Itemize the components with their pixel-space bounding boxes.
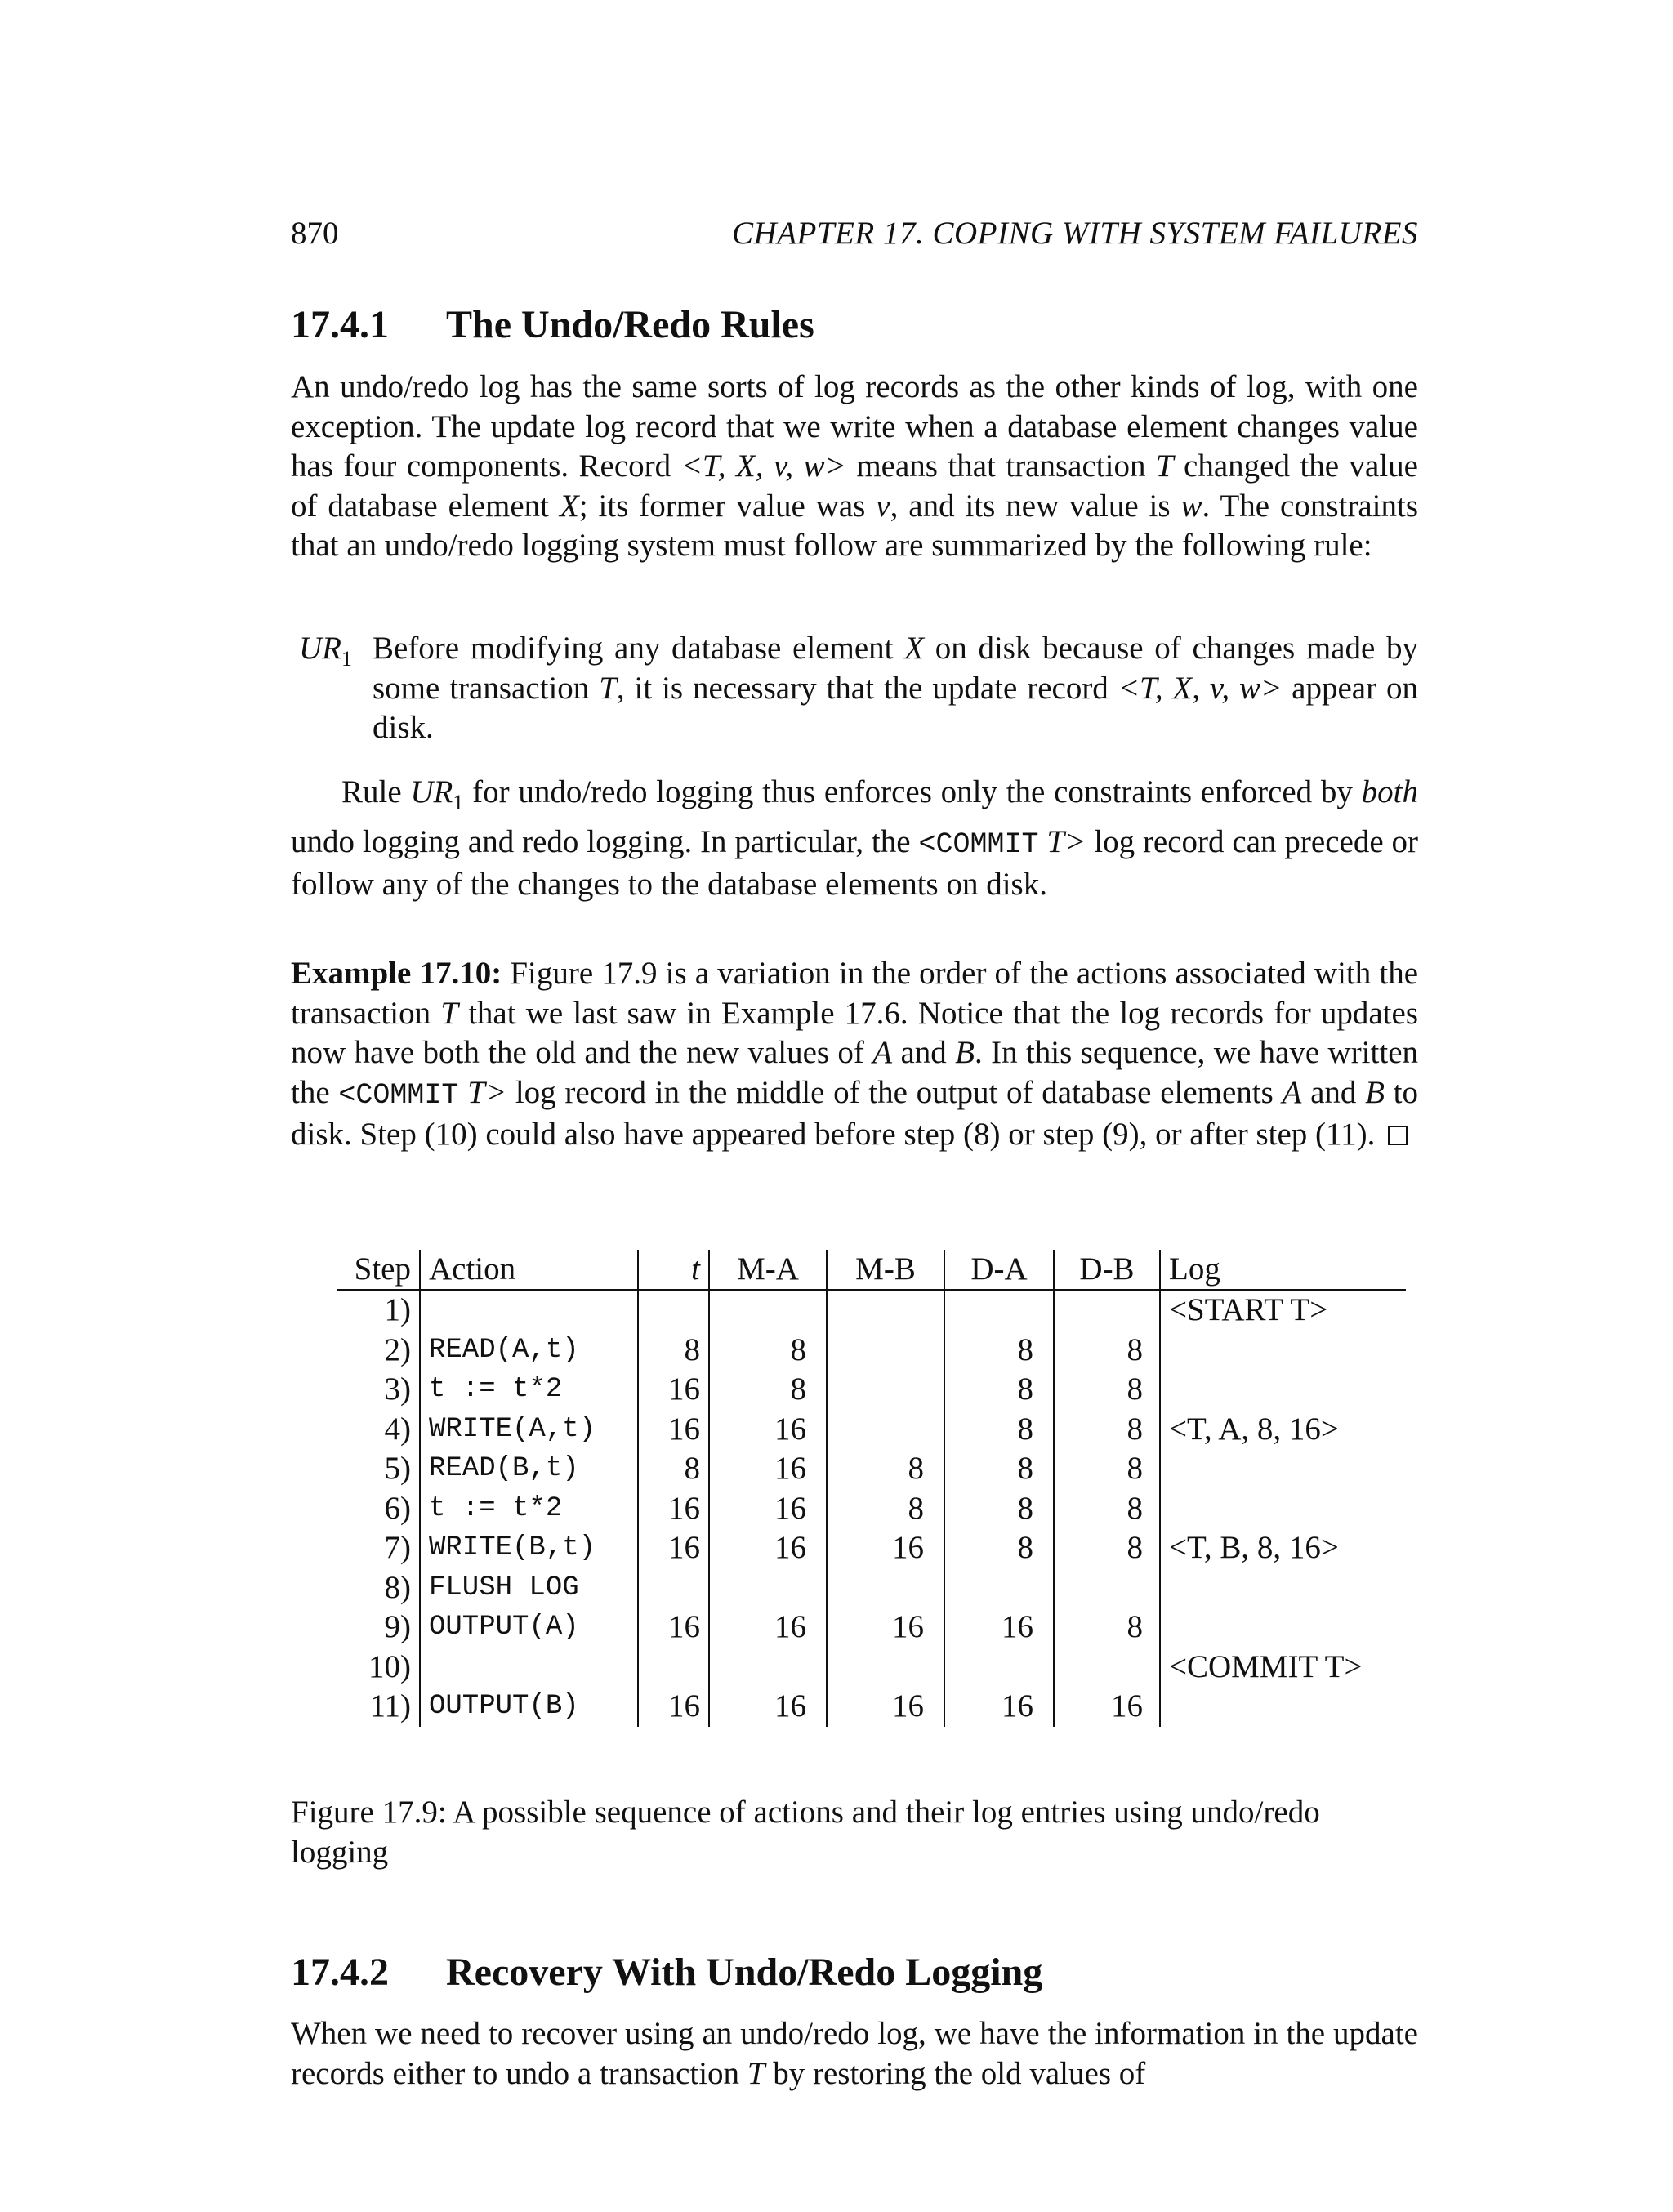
text-run: by restoring the old values of — [765, 2055, 1146, 2091]
log-cell — [1160, 1449, 1406, 1489]
math-var: X — [559, 488, 579, 524]
step-cell: 7) — [337, 1528, 420, 1568]
table-row — [337, 1528, 1406, 1568]
column-header: Action — [420, 1250, 638, 1290]
text-run: that we last saw in Example 17.6. Notice that the log records for updates now have both the old and the new values of — [291, 995, 1418, 1070]
math-var: v — [876, 488, 890, 524]
example-paragraph — [291, 954, 1418, 1155]
disk-b-cell — [1054, 1290, 1160, 1331]
section-heading-17-4-1 — [291, 301, 814, 350]
figure-17-9-table — [337, 1250, 1406, 1727]
step-cell: 11) — [337, 1687, 420, 1727]
math-var: w — [1180, 488, 1202, 524]
section-number: 17.4.2 — [291, 1951, 389, 1994]
step-cell: 3) — [337, 1370, 420, 1410]
text-run: log record can precede or follow any of the changes to the database elements on disk. — [291, 824, 1418, 902]
rule-body — [373, 629, 1418, 748]
rule-paragraph — [291, 773, 1418, 904]
action-cell: WRITE(A,t) — [420, 1410, 638, 1450]
memory-a-cell: 16 — [709, 1608, 827, 1648]
log-cell — [1160, 1489, 1406, 1529]
memory-a-cell — [709, 1290, 827, 1331]
math-var: A — [872, 1035, 893, 1070]
step-cell: 6) — [337, 1489, 420, 1529]
disk-b-cell — [1054, 1648, 1160, 1688]
text-run: log record in the middle of the output of database elements — [506, 1074, 1283, 1110]
t-cell: 16 — [638, 1528, 709, 1568]
log-cell — [1160, 1370, 1406, 1410]
log-cell: <T, A, 8, 16> — [1169, 1411, 1339, 1447]
text-run: An undo/redo log has the same sorts of log records as the other kinds of log, with one exception. The update log record that we write when a database element changes value has four components. Record — [291, 369, 1418, 484]
table-row — [337, 1410, 1406, 1450]
memory-b-cell: 16 — [827, 1528, 944, 1568]
action-cell: READ(A,t) — [420, 1331, 638, 1371]
t-cell — [638, 1648, 709, 1688]
action-cell: OUTPUT(A) — [420, 1608, 638, 1648]
memory-b-cell — [827, 1370, 944, 1410]
action-cell — [420, 1648, 638, 1688]
t-cell: 16 — [638, 1687, 709, 1727]
disk-a-cell — [944, 1568, 1054, 1608]
disk-b-cell: 8 — [1054, 1489, 1160, 1529]
t-cell: 16 — [638, 1410, 709, 1450]
memory-b-cell: 16 — [827, 1608, 944, 1648]
action-cell: OUTPUT(B) — [420, 1687, 638, 1727]
disk-b-cell: 16 — [1054, 1687, 1160, 1727]
section-title: The Undo/Redo Rules — [446, 303, 814, 346]
text-run: to disk. Step (10) could also have appeared before step (8) or step (9), or after step (11). — [291, 1074, 1418, 1152]
disk-a-cell: 8 — [944, 1410, 1054, 1450]
text-run: . The constraints that an undo/redo logging system must follow are summarized by the following rule: — [291, 488, 1419, 563]
log-cell — [1160, 1331, 1406, 1371]
memory-a-cell: 16 — [709, 1528, 827, 1568]
t-cell: 8 — [638, 1331, 709, 1371]
t-cell — [638, 1290, 709, 1331]
text-run: . In this sequence, we have written the — [291, 1035, 1418, 1110]
log-cell — [1160, 1568, 1406, 1608]
column-header: D-B — [1054, 1250, 1160, 1290]
qed-box-icon — [1388, 1126, 1408, 1145]
log-cell: <COMMIT T> — [1169, 1648, 1363, 1684]
disk-b-cell: 8 — [1054, 1449, 1160, 1489]
memory-b-cell: 8 — [827, 1449, 944, 1489]
record-notation: <T, X, v, w> — [680, 448, 846, 484]
log-cell: <T, B, 8, 16> — [1169, 1530, 1339, 1566]
memory-b-cell — [827, 1410, 944, 1450]
step-cell: 1) — [337, 1290, 420, 1331]
disk-a-cell: 16 — [944, 1608, 1054, 1648]
action-cell: WRITE(B,t) — [420, 1528, 638, 1568]
table-row — [337, 1648, 1406, 1688]
table-row — [337, 1370, 1406, 1410]
column-header: M-B — [827, 1250, 944, 1290]
step-cell: 8) — [337, 1568, 420, 1608]
emphasis: both — [1361, 774, 1418, 809]
math-var: T — [1155, 448, 1174, 484]
t-cell: 16 — [638, 1608, 709, 1648]
text-run: , and its new value is — [890, 488, 1181, 524]
commit-record: <COMMIT — [918, 828, 1039, 862]
column-header: M-A — [709, 1250, 827, 1290]
step-cell: 4) — [337, 1410, 420, 1450]
math-var: T — [599, 670, 617, 706]
math-var: T> — [1038, 824, 1086, 860]
table-row — [337, 1449, 1406, 1489]
memory-b-cell — [827, 1331, 944, 1371]
text-run: When we need to recover using an undo/redo log, we have the information in the update records either to undo a transaction — [291, 2016, 1418, 2091]
text-run: on disk because of changes made by some transaction — [373, 631, 1418, 706]
disk-b-cell: 8 — [1054, 1370, 1160, 1410]
disk-a-cell: 8 — [944, 1370, 1054, 1410]
disk-b-cell: 8 — [1054, 1528, 1160, 1568]
rule-ref: $UR_1$ — [410, 774, 464, 814]
intro-paragraph — [291, 368, 1418, 566]
log-cell — [1160, 1687, 1406, 1727]
action-cell: t := t*2 — [420, 1489, 638, 1529]
math-var: T> — [458, 1074, 507, 1110]
text-run: Before modifying any database element — [373, 631, 905, 666]
memory-a-cell: 16 — [709, 1410, 827, 1450]
text-run: means that transaction — [845, 448, 1156, 484]
text-run: Figure 17.9 is a variation in the order of the actions associated with the transaction — [291, 956, 1419, 1031]
disk-b-cell: 8 — [1054, 1410, 1160, 1450]
section-number: 17.4.1 — [291, 303, 389, 346]
text-run: undo logging and redo logging. In particular, the — [291, 824, 919, 860]
disk-a-cell: 8 — [944, 1449, 1054, 1489]
memory-b-cell — [827, 1648, 944, 1688]
memory-b-cell — [827, 1568, 944, 1608]
text-run: and — [892, 1035, 956, 1070]
commit-record: <COMMIT — [338, 1078, 459, 1112]
chapter-title: CHAPTER 17. COPING WITH SYSTEM FAILURES — [732, 216, 1418, 251]
memory-a-cell — [709, 1648, 827, 1688]
memory-b-cell — [827, 1290, 944, 1331]
column-header: D-A — [944, 1250, 1054, 1290]
text-run: Rule — [341, 774, 411, 809]
math-var: X — [904, 631, 925, 666]
disk-b-cell: 8 — [1054, 1331, 1160, 1371]
text-run: ; its former value was — [578, 488, 877, 524]
t-cell: 8 — [638, 1449, 709, 1489]
disk-b-cell: 8 — [1054, 1608, 1160, 1648]
column-header: t — [638, 1250, 709, 1290]
memory-a-cell: 16 — [709, 1687, 827, 1727]
text-run: for undo/redo logging thus enforces only the constraints enforced by — [463, 774, 1362, 809]
log-cell — [1160, 1608, 1406, 1648]
math-var: B — [1365, 1074, 1385, 1110]
t-cell — [638, 1568, 709, 1608]
memory-a-cell: 8 — [709, 1370, 827, 1410]
t-cell: 16 — [638, 1489, 709, 1529]
final-paragraph — [291, 2014, 1418, 2094]
table-row — [337, 1608, 1406, 1648]
math-var: T — [747, 2055, 765, 2091]
disk-a-cell: 16 — [944, 1687, 1054, 1727]
figure-caption: Figure 17.9: A possible sequence of actions and their log entries using undo/redo logging — [291, 1795, 1320, 1870]
memory-b-cell: 8 — [827, 1489, 944, 1529]
action-cell: READ(B,t) — [420, 1449, 638, 1489]
step-cell: 2) — [337, 1331, 420, 1371]
memory-a-cell: 16 — [709, 1489, 827, 1529]
disk-a-cell — [944, 1648, 1054, 1688]
table-row — [337, 1290, 1406, 1331]
text-run: and — [1301, 1074, 1366, 1110]
action-cell: t := t*2 — [420, 1370, 638, 1410]
text-run: , it is necessary that the update record — [616, 670, 1118, 706]
example-label: Example 17.10: — [291, 956, 502, 991]
disk-a-cell: 8 — [944, 1489, 1054, 1529]
memory-a-cell: 16 — [709, 1449, 827, 1489]
page-number: 870 — [291, 216, 339, 251]
table-row — [337, 1687, 1406, 1727]
section-heading-17-4-2 — [291, 1948, 1042, 1997]
action-cell: FLUSH LOG — [420, 1568, 638, 1608]
memory-b-cell: 16 — [827, 1687, 944, 1727]
text-run: changed the value of database element — [291, 448, 1418, 524]
table-row — [337, 1331, 1406, 1371]
memory-a-cell — [709, 1568, 827, 1608]
step-cell: 10) — [337, 1648, 420, 1688]
action-cell — [420, 1290, 638, 1331]
column-header: Log — [1160, 1250, 1406, 1290]
record-notation: <T, X, v, w> — [1118, 670, 1283, 706]
disk-a-cell — [944, 1290, 1054, 1331]
memory-a-cell: 8 — [709, 1331, 827, 1371]
disk-a-cell: 8 — [944, 1331, 1054, 1371]
disk-a-cell: 8 — [944, 1528, 1054, 1568]
rule-label: $UR_1$ — [299, 631, 352, 671]
t-cell: 16 — [638, 1370, 709, 1410]
math-var: B — [955, 1035, 975, 1070]
step-cell: 9) — [337, 1608, 420, 1648]
column-header: Step — [337, 1250, 420, 1290]
table-body — [337, 1290, 1406, 1727]
table-header-row — [337, 1250, 1406, 1290]
log-cell: <START T> — [1169, 1292, 1328, 1328]
step-cell: 5) — [337, 1449, 420, 1489]
disk-b-cell — [1054, 1568, 1160, 1608]
math-var: A — [1282, 1074, 1302, 1110]
table-row — [337, 1568, 1406, 1608]
text-run: appear on disk. — [373, 670, 1418, 745]
table-row — [337, 1489, 1406, 1529]
section-title: Recovery With Undo/Redo Logging — [446, 1951, 1043, 1994]
math-var: T — [440, 995, 458, 1031]
